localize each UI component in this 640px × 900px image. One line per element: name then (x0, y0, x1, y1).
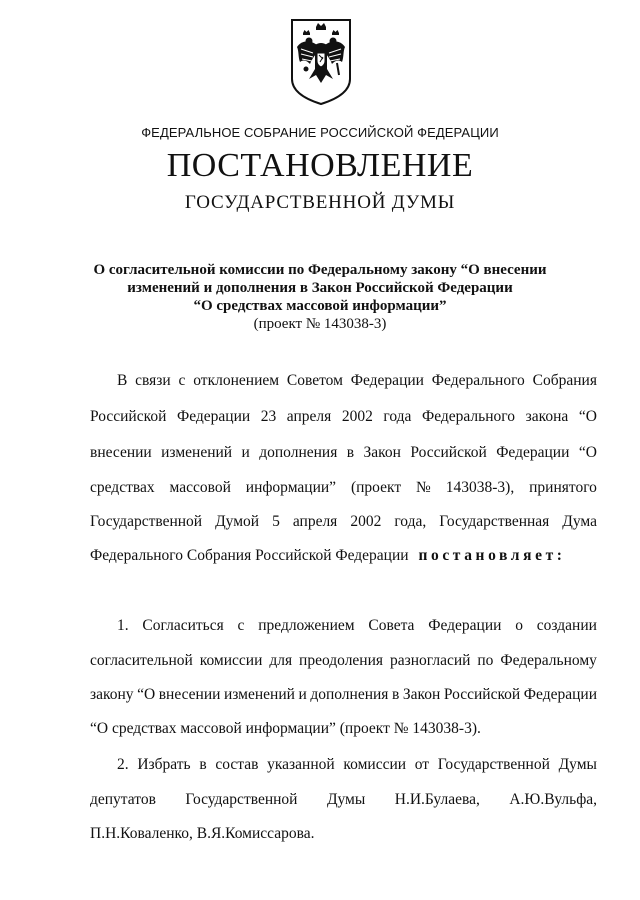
word: Федерации (496, 444, 570, 461)
word: Государственная (439, 513, 550, 530)
organization-heading: ФЕДЕРАЛЬНОЕ СОБРАНИЕ РОССИЙСКОЙ ФЕДЕРАЦИИ (141, 125, 499, 140)
word: в (199, 756, 207, 773)
word: Думы (558, 756, 597, 773)
word: года, (394, 513, 427, 530)
word: 2. (117, 756, 129, 773)
word: Закон (363, 444, 401, 461)
word: Н.И.Булаева, (394, 791, 480, 808)
issuer-heading: ГОСУДАРСТВЕННОЙ ДУМЫ (184, 192, 456, 213)
item-2-line (117, 756, 597, 774)
word: предложением (258, 617, 355, 634)
word: Федерации (176, 408, 251, 425)
word: комиссии (343, 756, 407, 773)
preamble-line (90, 408, 597, 426)
word: 143038-3), (445, 479, 515, 496)
word: А.Ю.Вульфа, (509, 791, 597, 808)
word: дополнения (259, 444, 338, 461)
word: состав (215, 756, 259, 773)
word: о (515, 617, 523, 634)
word: Собрания (532, 372, 597, 389)
word: для (269, 652, 293, 669)
word: “О (137, 686, 156, 703)
word: 23 (260, 408, 277, 425)
document-type-heading: ПОСТАНОВЛЕНИЕ (166, 147, 474, 184)
word: Федерации (523, 686, 597, 703)
preamble-line (90, 444, 597, 462)
word: преодоления (299, 652, 384, 669)
word: Федерации (428, 617, 502, 634)
word: Закон (402, 686, 441, 703)
preamble-line (90, 479, 597, 497)
word: в (391, 686, 400, 703)
word: Государственной (437, 756, 550, 773)
word: года (383, 408, 412, 425)
project-number: (проект № 143038-3) (253, 316, 387, 332)
word: и (298, 686, 307, 703)
word: 1. (117, 617, 129, 634)
word: указанной (267, 756, 335, 773)
word: апреля (286, 408, 332, 425)
resolution-title (60, 261, 580, 333)
word: апреля (292, 513, 338, 530)
word: Российской (410, 444, 487, 461)
coat-of-arms-icon (289, 17, 353, 107)
preamble-text: Федерального Собрания Российской Федерации (90, 547, 409, 564)
word: согласительной (90, 652, 193, 669)
word: (проект (350, 479, 402, 496)
word: отклонением (193, 372, 280, 389)
preamble-line-final (90, 547, 597, 565)
word: Дума (562, 513, 597, 530)
word: изменений (161, 444, 233, 461)
word: с (178, 372, 186, 389)
word: закона (525, 408, 569, 425)
word: Думой (215, 513, 260, 530)
word: закону (90, 686, 134, 703)
title-line: “О средствах массовой информации” (193, 298, 447, 314)
word: Согласиться (142, 617, 224, 634)
item-1-line (90, 686, 597, 704)
word: Думы (326, 791, 366, 808)
word: Федерального (431, 372, 525, 389)
word: связи (135, 372, 171, 389)
word: Государственной (90, 513, 203, 530)
word: в (346, 444, 355, 461)
word: дополнения (310, 686, 389, 703)
word: внесении (90, 444, 152, 461)
word: с (237, 617, 245, 634)
word: и (241, 444, 250, 461)
resolves-phrase: постановляет: (418, 547, 566, 564)
word: разногласий (389, 652, 471, 669)
word: Государственной (185, 791, 298, 808)
item-2-line-final: П.Н.Коваленко, В.Я.Комиссарова. (90, 825, 315, 842)
word: 5 (272, 513, 280, 530)
word: средствах (90, 479, 155, 496)
title-line: изменений и дополнения в Закон Российской Федерации (127, 280, 513, 296)
title-line: О согласительной комиссии по Федеральному закону “О внесении (93, 262, 547, 278)
word: № (416, 479, 431, 496)
word: по (477, 652, 494, 669)
word: внесении (158, 686, 221, 703)
item-2-line (90, 791, 597, 809)
word: В (117, 372, 128, 389)
word: Федерации (350, 372, 424, 389)
word: информации” (245, 479, 337, 496)
preamble-line (90, 513, 597, 531)
word: Избрать (137, 756, 191, 773)
word: “О (578, 408, 597, 425)
word: массовой (169, 479, 231, 496)
item-1-line-final: “О средствах массовой информации” (проект № 143038-3). (90, 720, 481, 737)
word: Российской (443, 686, 521, 703)
word: Советом (286, 372, 343, 389)
word: депутатов (90, 791, 156, 808)
word: 2002 (341, 408, 373, 425)
word: Российской (90, 408, 167, 425)
word: 2002 (350, 513, 382, 530)
word: от (414, 756, 430, 773)
word: комиссии (199, 652, 263, 669)
word: создании (536, 617, 597, 634)
word: Федеральному (500, 652, 597, 669)
word: изменений (223, 686, 295, 703)
word: принятого (529, 479, 597, 496)
word: Федерального (421, 408, 516, 425)
item-1-line (90, 652, 597, 670)
word: “О (578, 444, 597, 461)
word: Совета (368, 617, 415, 634)
item-1-line (117, 617, 597, 635)
preamble-line (117, 372, 597, 390)
